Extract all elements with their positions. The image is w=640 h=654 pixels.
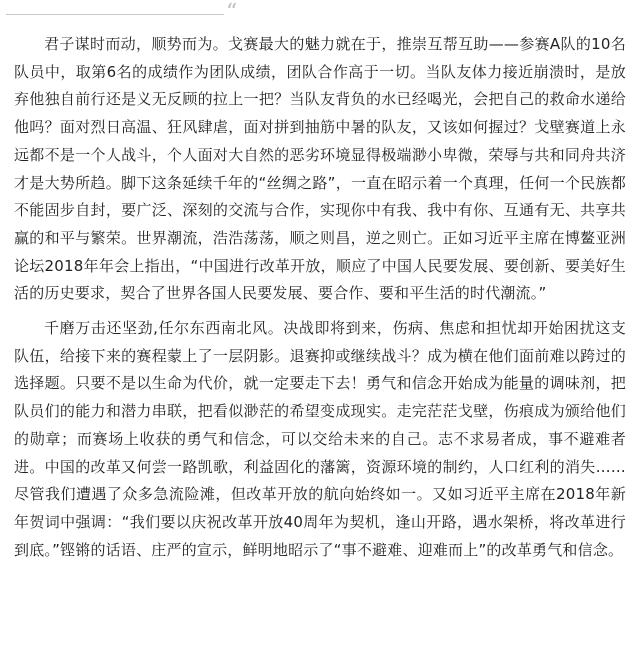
paragraph-1: 君子谋时而动，顺势而为。戈赛最大的魅力就在于，推崇互帮互助——参赛A队的10名队员中，取第6名的成绩作为团队成绩，团队合作高于一切。当队友体力接近崩溃时，是放弃他独自前行还是义无反顾的拉上一把？当队友背负的水已经喝光，会把自己的救命水递给他吗？面对烈日高温、狂风肆虐，面对拼到抽筋中暑的队友，又该如何握过？戈壁赛道上永远都不是一个人战斗，个人面对大自然的恶劣环境显得极端渺小卑微，荣辱与共和同舟共济才是大势所趋。脚下这条延续千年的“丝绸之路”，一直在昭示着一个真理，任何一个民族都不能固步自封，要广泛、深刻的交流与合作，实现你中有我、我中有你、互通有无、共享共赢的和平与繁荣。世界潮流，浩浩荡荡，顺之则昌，逆之则亡。正如习近平主席在博鳌亚洲论坛2018年年会上指出，“中国进行改革开放，顺应了中国人民要发展、要创新、要美好生活的历史要求，契合了世界各国人民要发展、要合作、要和平生活的时代潮流。” [14,35,626,303]
paragraph-2: 千磨万击还坚劲,任尔东西南北风。决战即将到来，伤病、焦虑和担忧却开始困扰这支队伍，给接下来的赛程蒙上了一层阴影。退赛抑或继续战斗？成为横在他们面前难以跨过的选择题。只要不是以生命为代价，就一定要走下去！勇气和信念开始成为能量的调味剂，把队员们的能力和潜力串联，把看似渺茫的希望变成现实。走完茫茫戈壁，伤痕成为颁给他们的勋章；而赛场上收获的勇气和信念，可以交给未来的自己。志不求易者成，事不避难者进。中国的改革又何尝一路凯歌，利益固化的藩篱，资源环境的制约，人口红利的消失……尽管我们遭遇了众多急流险滩，但改革开放的航向始终如一。又如习近平主席在2018年新年贺词中强调：“我们要以庆祝改革开放40周年为契机，逢山开路，遇水架桥，将改革进行到底。”铿锵的话语、庄严的宣示，鲜明地昭示了“事不避难、迎难而上”的改革勇气和信念。 [14,319,626,559]
quote-mark-icon: “ [226,0,238,25]
article-body [14,31,626,564]
top-divider-line [6,14,224,15]
